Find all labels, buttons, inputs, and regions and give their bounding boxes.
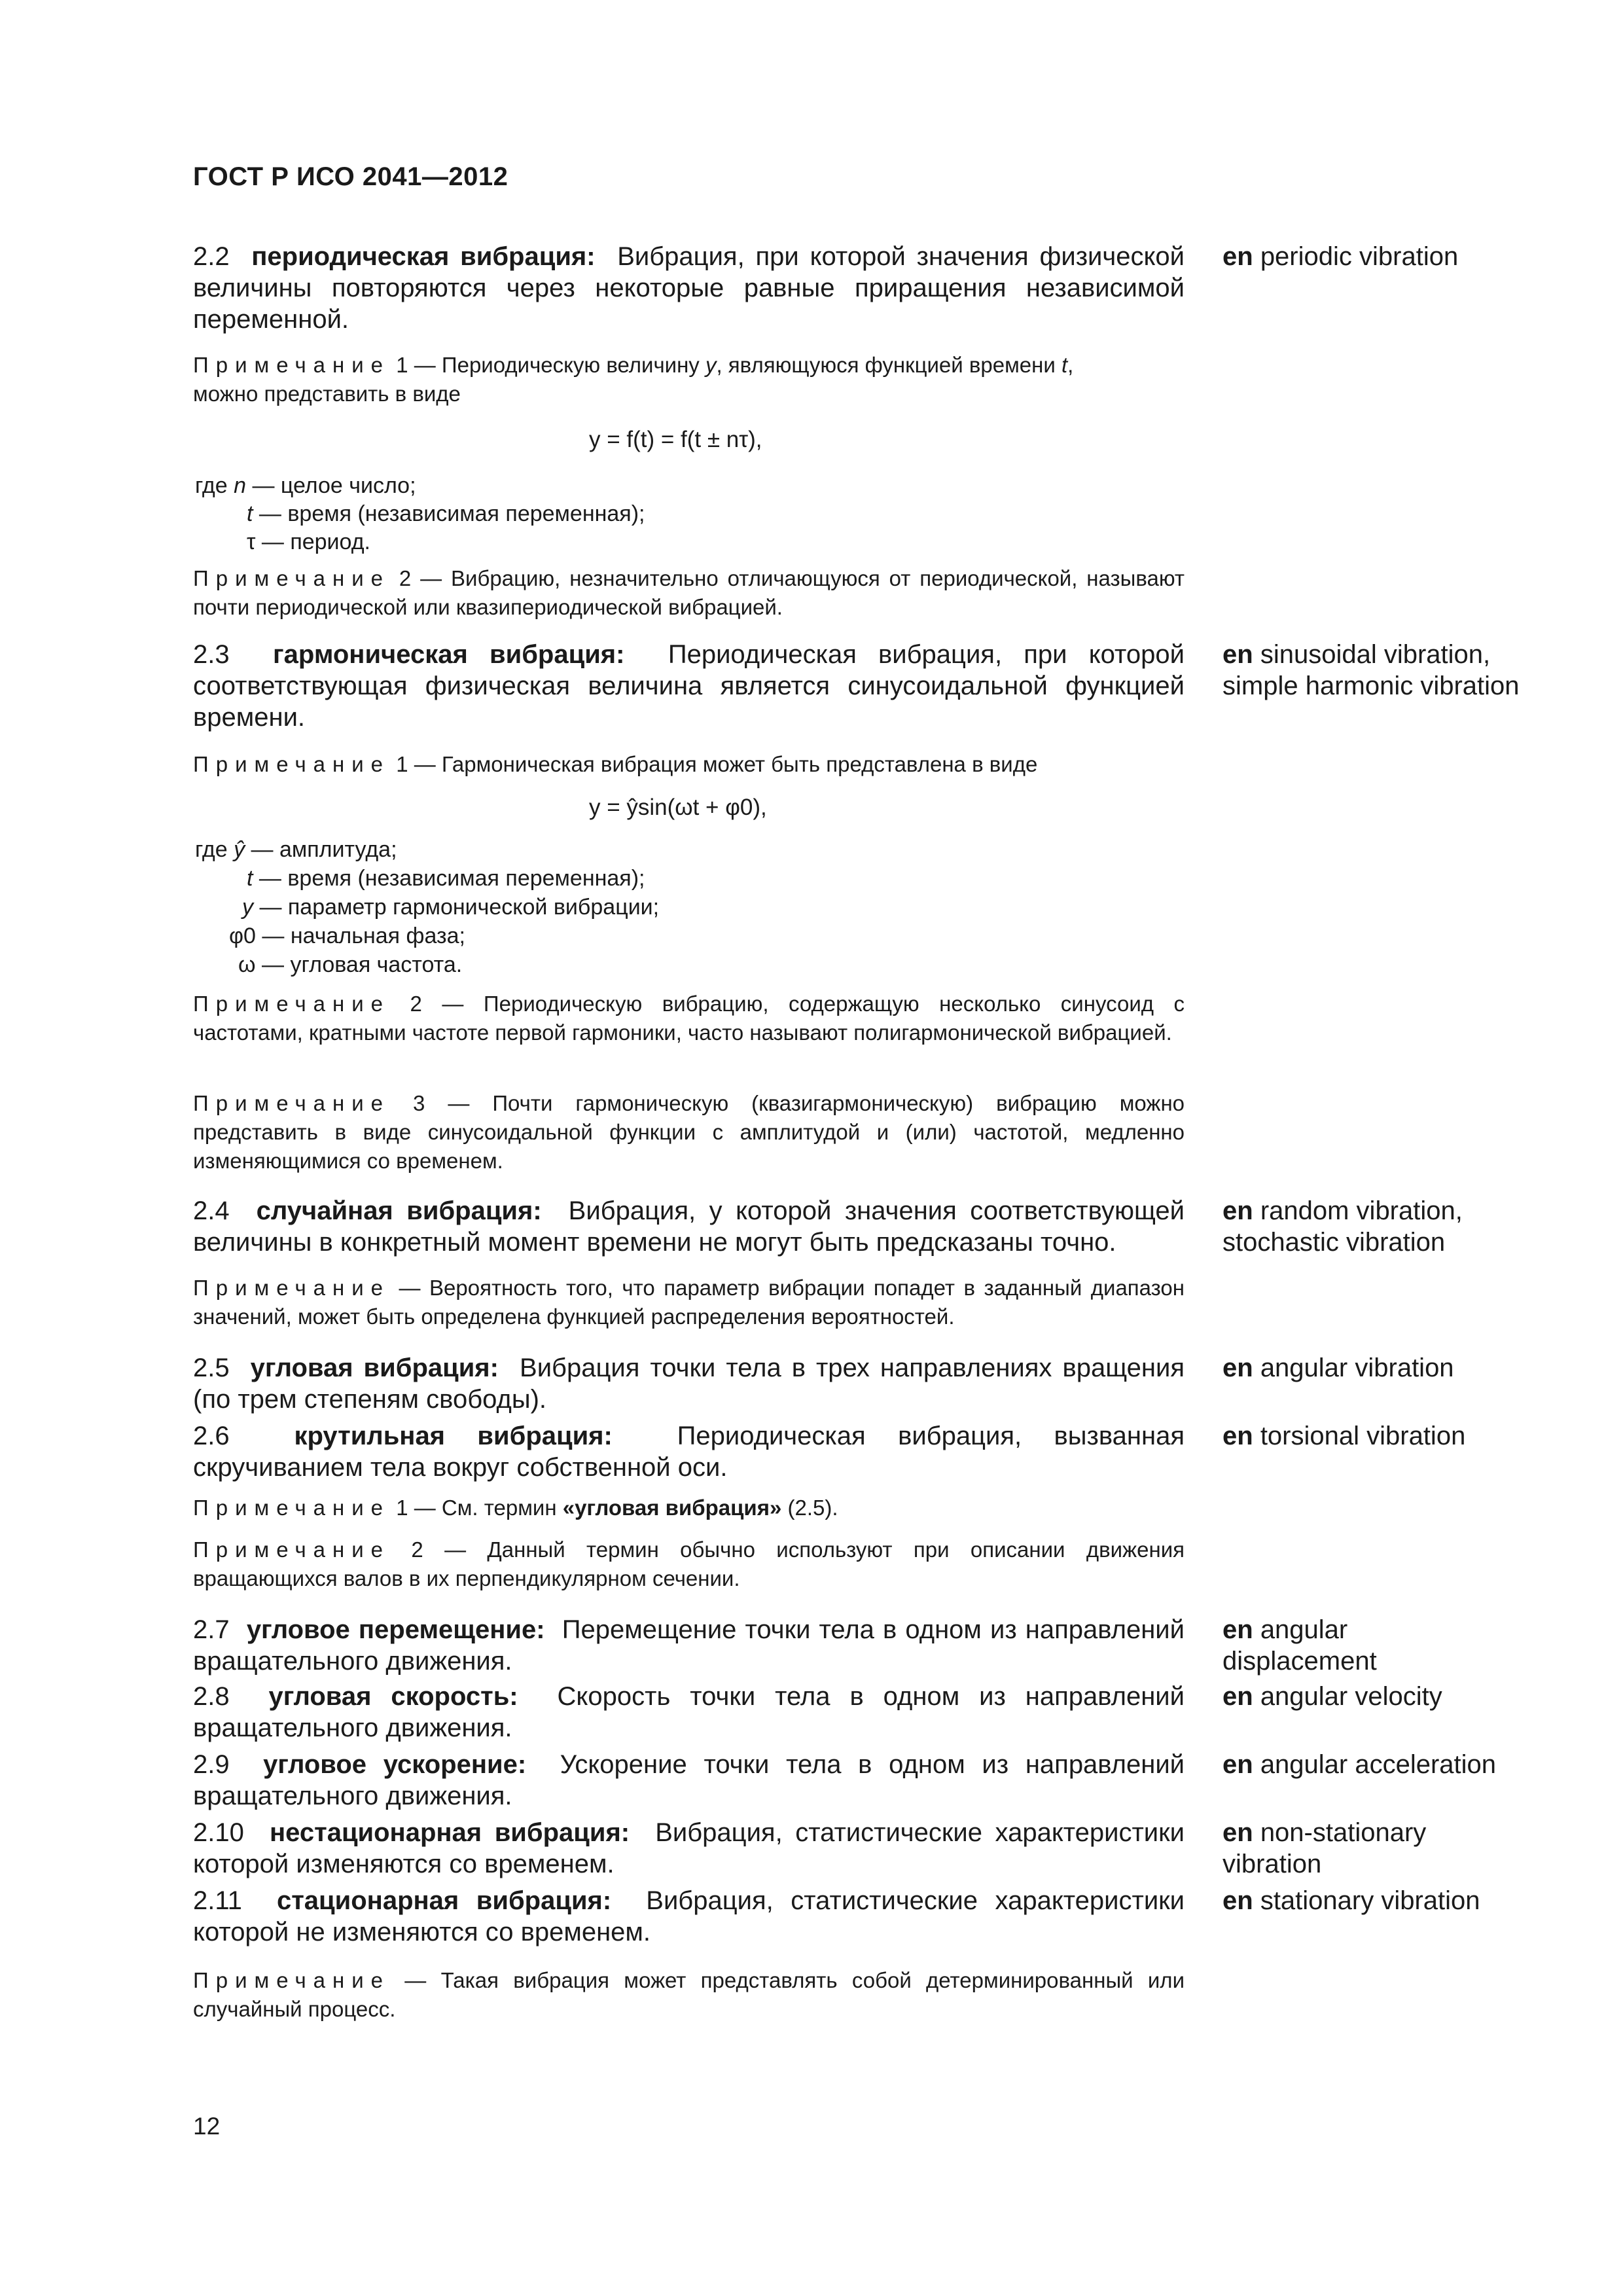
- note-var: t: [1061, 353, 1068, 377]
- where-text: — параметр гармонической вибрации;: [253, 895, 660, 920]
- note-number: 3: [413, 1091, 425, 1115]
- term-number: 2.9: [193, 1750, 230, 1779]
- term-definition: Вибрация точки тела в трех направлениях вращения (по трем степеням свободы).: [193, 1354, 1185, 1414]
- note-2-6-2: [193, 1535, 1185, 1593]
- english-term: periodic vibration: [1260, 242, 1459, 271]
- term-name: периодическая вибрация:: [251, 242, 596, 271]
- where-prefix: где: [195, 837, 234, 862]
- where-text: — угловая частота.: [255, 952, 463, 977]
- term-name: стационарная вибрация:: [276, 1886, 612, 1915]
- where-text: — время (независимая переменная);: [253, 501, 645, 526]
- term-definition: Перемещение точки тела в одном из направлений вращательного движения.: [193, 1615, 1185, 1676]
- english-term: angular acceleration: [1260, 1750, 1497, 1779]
- english-term: angular velocity: [1260, 1682, 1442, 1711]
- note-2-4: [193, 1274, 1185, 1331]
- lang-code: en: [1222, 242, 1253, 271]
- term-2-4-english: [1222, 1195, 1524, 1258]
- term-number: 2.4: [193, 1196, 230, 1225]
- note-label: Примечание: [193, 566, 391, 590]
- term-2-8: [193, 1681, 1185, 1744]
- term-definition: Периодическая вибрация, при которой соответствующая физическая величина является синусоидальной функцией времени.: [193, 640, 1185, 732]
- note-text: — Периодическую вибрацию, содержащую несколько синусоид с частотами, кратными частоте первой гармоники, часто называют полигармонической вибрацией.: [193, 992, 1185, 1045]
- term-2-9: [193, 1749, 1185, 1812]
- note-label: Примечание: [193, 1537, 391, 1562]
- term-number: 2.8: [193, 1682, 230, 1711]
- term-2-2: [193, 241, 1185, 335]
- where-symbol: n: [234, 473, 246, 498]
- term-definition: Вибрация, у которой значения соответствующей величины в конкретный момент времени не могут быть предсказаны точно.: [193, 1196, 1185, 1257]
- term-number: 2.10: [193, 1818, 244, 1847]
- english-term: sinusoidal vibration, simple harmonic vibration: [1222, 640, 1520, 700]
- where-symbol: τ: [247, 529, 256, 554]
- page-number: 12: [193, 2113, 221, 2140]
- where-text: — амплитуда;: [245, 837, 397, 862]
- term-definition: Вибрация, при которой значения физической величины повторяются через некоторые равные приращения независимой переменной.: [193, 242, 1185, 334]
- term-number: 2.5: [193, 1354, 230, 1382]
- lang-code: en: [1222, 1354, 1253, 1382]
- term-2-4: [193, 1195, 1185, 1258]
- term-name: угловое ускорение:: [263, 1750, 527, 1779]
- note-2-2-1: [193, 351, 1185, 408]
- term-name: угловая скорость:: [268, 1682, 518, 1711]
- note-label: Примечание: [193, 1276, 391, 1300]
- note-label: Примечание: [193, 1968, 391, 1992]
- term-name: крутильная вибрация:: [294, 1422, 613, 1450]
- term-definition: Ускорение точки тела в одном из направлений вращательного движения.: [193, 1750, 1185, 1810]
- lang-code: en: [1222, 1615, 1253, 1644]
- note-text: — Такая вибрация может представлять собой детерминированный или случайный процесс.: [193, 1968, 1185, 2021]
- note-number: 2: [411, 1537, 423, 1562]
- lang-code: en: [1222, 640, 1253, 669]
- term-2-6-english: [1222, 1420, 1524, 1452]
- term-number: 2.3: [193, 640, 230, 669]
- note-2-3-1: [193, 750, 1185, 779]
- term-2-8-english: [1222, 1681, 1524, 1712]
- lang-code: en: [1222, 1682, 1253, 1711]
- lang-code: en: [1222, 1750, 1253, 1779]
- term-2-11-english: [1222, 1885, 1524, 1916]
- term-number: 2.6: [193, 1422, 230, 1450]
- term-2-5-english: [1222, 1352, 1524, 1384]
- note-text: — См. термин: [414, 1496, 563, 1520]
- where-text: — период.: [255, 529, 370, 554]
- where-symbol: ŷ: [234, 837, 245, 862]
- term-number: 2.2: [193, 242, 230, 271]
- note-text: , являющуюся функцией времени: [716, 353, 1061, 377]
- note-label: Примечание: [193, 1091, 391, 1115]
- term-name: нестационарная вибрация:: [269, 1818, 630, 1847]
- where-text: — целое число;: [246, 473, 416, 498]
- note-text: — Почти гармоническую (квазигармоническую) вибрацию можно представить в виде синусоидальной функции с амплитудой и (или) частотой, медленно изменяющимися со временем.: [193, 1091, 1185, 1173]
- term-2-11: [193, 1885, 1185, 1948]
- where-line: [247, 528, 370, 556]
- term-definition: Вибрация, статистические характеристики которой не изменяются со временем.: [193, 1886, 1185, 1946]
- lang-code: en: [1222, 1196, 1253, 1225]
- note-2-6-1: [193, 1494, 1185, 1522]
- term-2-3-english: [1222, 639, 1524, 702]
- english-term: non-stationary vibration: [1222, 1818, 1427, 1878]
- term-definition: Скорость точки тела в одном из направлений вращательного движения.: [193, 1682, 1185, 1742]
- note-number: 2: [399, 566, 412, 590]
- term-name: случайная вибрация:: [256, 1196, 542, 1225]
- note-2-3-3: [193, 1089, 1185, 1175]
- english-term: angular displacement: [1222, 1615, 1377, 1676]
- note-2-11: [193, 1966, 1185, 2024]
- lang-code: en: [1222, 1422, 1253, 1450]
- where-text: — начальная фаза;: [255, 924, 465, 948]
- where-text: — время (независимая переменная);: [253, 866, 645, 891]
- english-term: angular vibration: [1260, 1354, 1454, 1382]
- where-symbol: t: [247, 501, 253, 526]
- term-2-10: [193, 1817, 1185, 1880]
- term-2-2-english: [1222, 241, 1524, 272]
- note-text: — Периодическую величину: [414, 353, 705, 377]
- note-2-3-2: [193, 990, 1185, 1047]
- where-line: [247, 864, 645, 893]
- where-symbol: t: [247, 866, 253, 891]
- note-text: — Гармоническая вибрация может быть представлена в виде: [414, 752, 1038, 776]
- note-text: (2.5).: [781, 1496, 838, 1520]
- note-var: y: [705, 353, 717, 377]
- term-2-5: [193, 1352, 1185, 1415]
- where-prefix: где: [195, 473, 234, 498]
- term-2-6: [193, 1420, 1185, 1483]
- english-term: random vibration, stochastic vibration: [1222, 1196, 1463, 1257]
- where-symbol: ω: [238, 952, 256, 977]
- term-2-9-english: [1222, 1749, 1524, 1780]
- where-line: [247, 499, 645, 528]
- formula-harmonic: y = ŷsin(ωt + φ0),: [589, 795, 767, 820]
- english-term: torsional vibration: [1260, 1422, 1466, 1450]
- where-line: [229, 922, 465, 950]
- note-text: — Данный термин обычно используют при описании движения вращающихся валов в их перпендикулярном сечении.: [193, 1537, 1185, 1590]
- note-text: — Вероятность того, что параметр вибрации попадет в заданный диапазон значений, может быть определена функцией распределения вероятностей.: [193, 1276, 1185, 1329]
- term-definition: Вибрация, статистические характеристики которой изменяются со временем.: [193, 1818, 1185, 1878]
- term-2-3: [193, 639, 1185, 733]
- term-name: угловая вибрация:: [250, 1354, 499, 1382]
- term-number: 2.11: [193, 1886, 242, 1915]
- where-line: [242, 893, 659, 922]
- where-line: [195, 835, 397, 864]
- note-2-2-2: [193, 564, 1185, 622]
- note-text: можно представить в виде: [193, 382, 461, 406]
- lang-code: en: [1222, 1818, 1253, 1847]
- note-number: 1: [396, 752, 408, 776]
- term-definition: Периодическая вибрация, вызванная скручиванием тела вокруг собственной оси.: [193, 1422, 1185, 1482]
- note-text: ,: [1067, 353, 1074, 377]
- term-name: гармоническая вибрация:: [273, 640, 625, 669]
- term-2-10-english: [1222, 1817, 1471, 1880]
- note-label: Примечание: [193, 992, 391, 1016]
- document-header: ГОСТ Р ИСО 2041—2012: [193, 162, 508, 191]
- note-number: 1: [396, 353, 408, 377]
- formula-periodic: y = f(t) = f(t ± nτ),: [589, 427, 762, 452]
- term-2-7: [193, 1614, 1185, 1677]
- lang-code: en: [1222, 1886, 1253, 1915]
- note-number: 2: [410, 992, 422, 1016]
- note-number: 1: [396, 1496, 408, 1520]
- where-line: [195, 471, 416, 500]
- term-number: 2.7: [193, 1615, 230, 1644]
- english-term: stationary vibration: [1260, 1886, 1480, 1915]
- where-line: [238, 950, 462, 979]
- term-name: угловое перемещение:: [246, 1615, 545, 1644]
- note-term-reference: «угловая вибрация»: [562, 1496, 782, 1520]
- term-2-7-english: [1222, 1614, 1419, 1677]
- note-label: Примечание: [193, 1496, 391, 1520]
- note-label: Примечание: [193, 353, 391, 377]
- note-text: — Вибрацию, незначительно отличающуюся от периодической, называют почти периодической или квазипериодической вибрацией.: [193, 566, 1185, 619]
- where-symbol: y: [242, 895, 253, 920]
- note-label: Примечание: [193, 752, 391, 776]
- where-symbol: φ0: [229, 924, 256, 948]
